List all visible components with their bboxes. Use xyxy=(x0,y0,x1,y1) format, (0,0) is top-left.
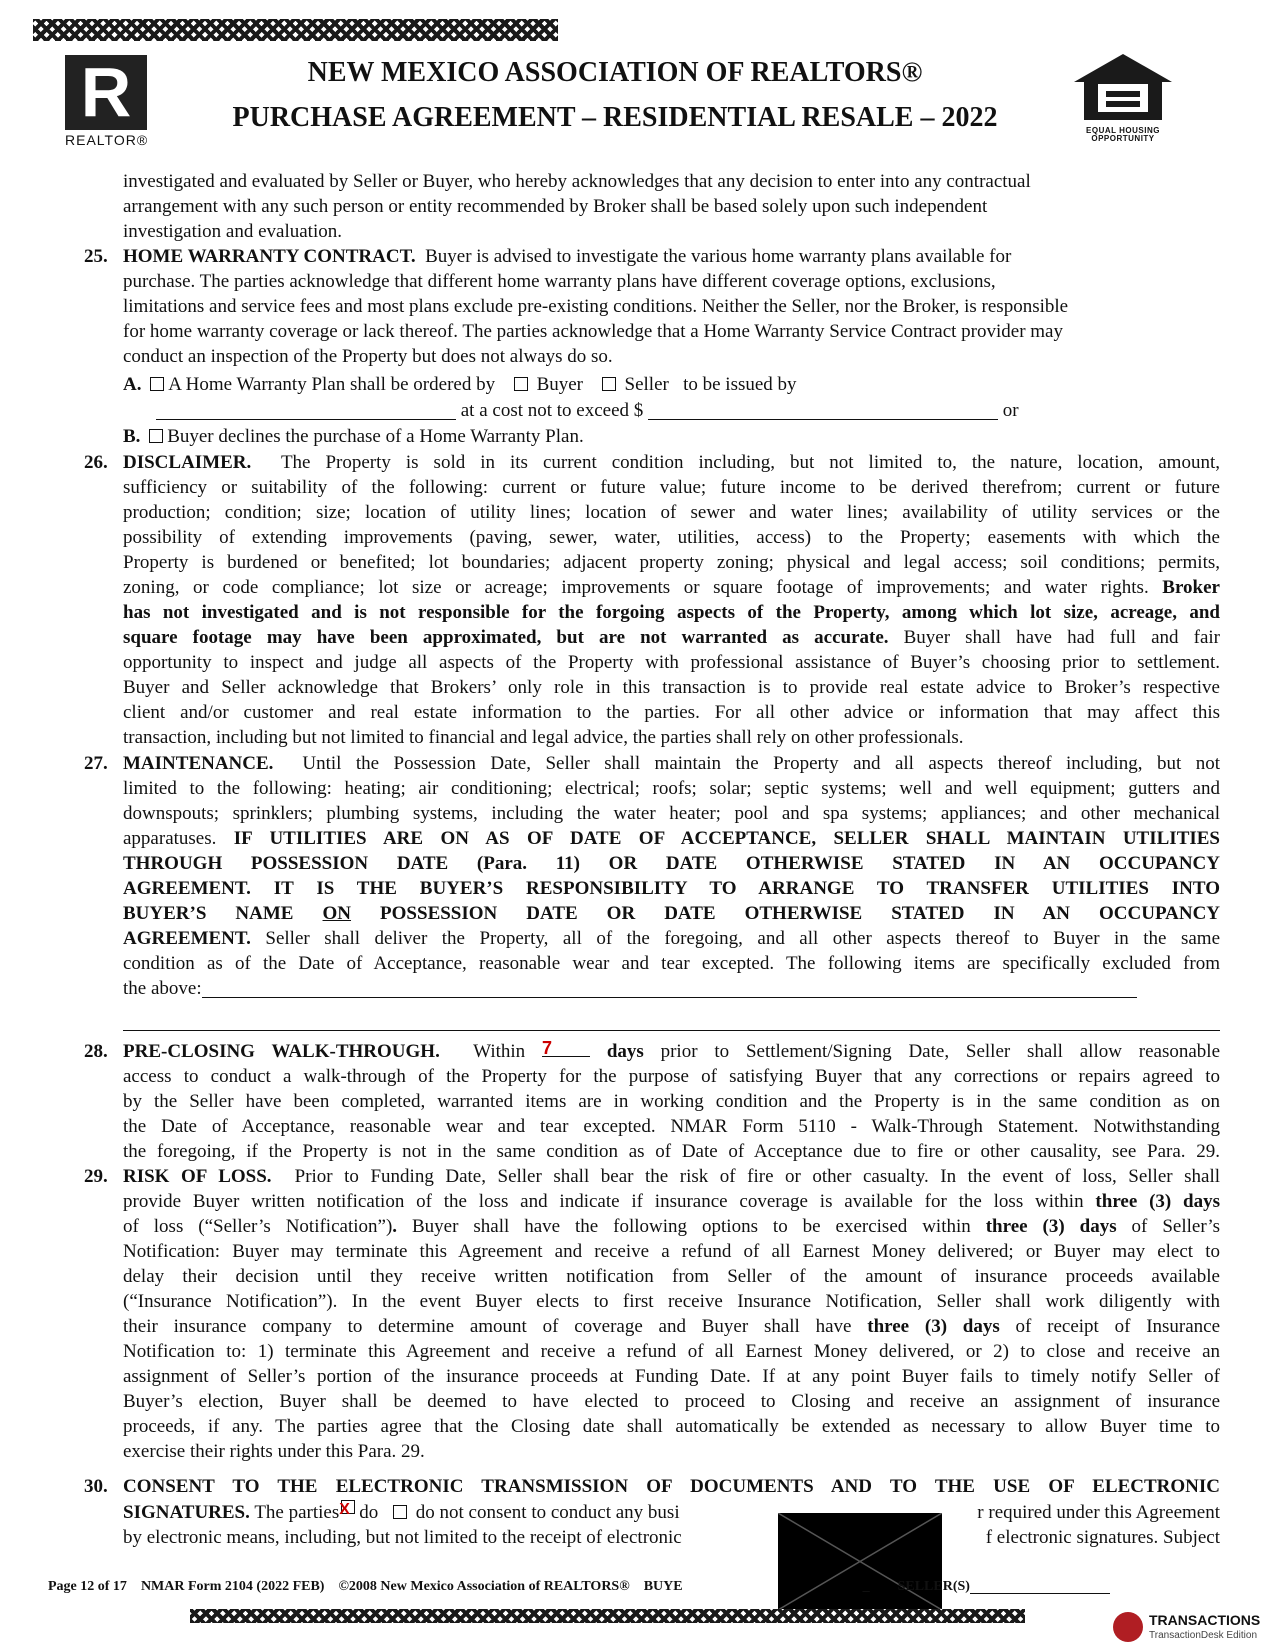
option-text: Buyer declines the purchase of a Home Warranty Plan. xyxy=(167,426,584,447)
consent-line xyxy=(123,1500,773,1525)
paragraph-text: The parties xyxy=(254,1502,340,1523)
paragraph-line xyxy=(123,625,1220,650)
redaction-box xyxy=(778,1513,942,1610)
paragraph-line: Notification to: 1) terminate this Agreement and receive a refund of all Earnest Money delivered, or 2) to close and receive an xyxy=(123,1341,1220,1362)
paragraph-text: do not consent to conduct any busi xyxy=(415,1502,680,1523)
paragraph-line: client and/or customer and real estate information to the parties. For all other advice or information that may affect this xyxy=(123,702,1220,723)
paragraph-text: Prior to Funding Date, Seller shall bear the risk of fire or other casualty. In the event of loss, Seller shall xyxy=(294,1166,1220,1187)
paragraph-line: the foregoing, if the Property is not in the same condition as of Date of Acceptance due to fire or other causality, see Para. 29. xyxy=(123,1141,1220,1162)
buyer-initials-label: BUYE xyxy=(643,1579,683,1594)
paragraph-text: of receipt of Insurance xyxy=(1015,1316,1221,1337)
paragraph-line: Property is burdened or benefited; lot boundaries; adjacent property zoning; physical and legal access; soil conditions; permits, xyxy=(123,552,1220,573)
paragraph-bold-text: ON xyxy=(322,903,352,924)
section-27-line xyxy=(123,751,1220,776)
paragraph-bold-text: . xyxy=(392,1216,398,1237)
warranty-option-b xyxy=(123,424,1220,449)
paragraph-line: Buyer’s election, Buyer shall be deemed to have elected to proceed to Closing and receive an assignment of insurance xyxy=(123,1391,1220,1412)
option-text: at a cost not to exceed $ xyxy=(460,400,644,421)
paragraph-line: sufficiency or suitability of the following: current or future value; future income to be derived therefrom; current or future xyxy=(123,477,1220,498)
check-mark-icon: X xyxy=(339,1501,350,1518)
section-number: 30. xyxy=(84,1476,108,1497)
paragraph-line: limitations and service fees and most plans exclude pre-existing conditions. Neither the Seller, nor the Broker, is responsible xyxy=(123,296,1069,317)
paragraph-line-end: f electronic signatures. Subject xyxy=(985,1527,1220,1548)
realtor-logo-mark: R xyxy=(65,55,147,130)
paragraph-text: Buyer shall have had full and fair xyxy=(903,627,1220,648)
paragraph-line: (“Insurance Notification”). In the event Buyer elects to first receive Insurance Notification, Seller shall work diligently with xyxy=(123,1291,1220,1312)
form-title: PURCHASE AGREEMENT – RESIDENTIAL RESALE – 2022 xyxy=(232,102,998,133)
redaction-cross-icon xyxy=(778,1513,942,1610)
warranty-cost-field[interactable] xyxy=(648,401,998,420)
paragraph-line: by the Seller have been completed, warranted items are in working condition and the Property is in the same condition as on xyxy=(123,1091,1220,1112)
consent-do-not-checkbox[interactable] xyxy=(393,1505,407,1519)
paragraph-line: downspouts; sprinklers; plumbing systems, including the water heater; pool and spa systems; appliances; and other mechanical xyxy=(123,803,1220,824)
paragraph-text: Within xyxy=(473,1041,526,1062)
consent-do-checkbox[interactable] xyxy=(339,1500,355,1518)
paragraph-line: possibility of extending improvements (paving, sewer, water, utilities, access) to the Property; easements with which the xyxy=(123,527,1220,548)
paragraph-text: the above: xyxy=(123,978,202,999)
option-text: or xyxy=(1002,400,1019,421)
paragraph-text: their insurance company to determine amount of coverage and Buyer shall have xyxy=(123,1316,852,1337)
realtor-logo-word: REALTOR® xyxy=(65,132,149,148)
paragraph-line xyxy=(123,926,1220,951)
paragraph-line: Notification: Buyer may terminate this Agreement and receive a refund of all Earnest Money delivered; or Buyer may elect to xyxy=(123,1241,1220,1262)
continuation-line: investigation and evaluation. xyxy=(123,221,342,242)
paragraph-line xyxy=(123,1314,1220,1339)
paragraph-line: conduct an inspection of the Property but does not always do so. xyxy=(123,346,613,367)
association-title: NEW MEXICO ASSOCIATION OF REALTORS® xyxy=(307,57,923,88)
paragraph-text: apparatuses. xyxy=(123,828,217,849)
excluded-items-line xyxy=(123,976,1220,1001)
paragraph-line: access to conduct a walk-through of the Property for the purpose of satisfying Buyer that any corrections or repairs agreed to xyxy=(123,1066,1220,1087)
paragraph-line: transaction, including but not limited to financial and legal advice, the parties shall rely on other professionals. xyxy=(123,727,964,748)
section-number: 26. xyxy=(84,452,108,473)
section-heading: PRE-CLOSING WALK-THROUGH. xyxy=(123,1041,440,1062)
section-28-line xyxy=(123,1039,1220,1064)
section-number: 28. xyxy=(84,1041,108,1062)
paragraph-line: production; condition; size; location of utility lines; location of sewer and water lines; availability of utility services or the xyxy=(123,502,1220,523)
paragraph-line: limited to the following: heating; air conditioning; electrical; roofs; solar; septic systems; well and well equipment; gutters and xyxy=(123,778,1220,799)
paragraph-text: Buyer shall have the following options to be exercised within xyxy=(397,1216,971,1237)
paragraph-text: The Property is sold in its current condition including, but not limited to, the nature, location, amount, xyxy=(280,452,1220,473)
paragraph-line: purchase. The parties acknowledge that different home warranty plans have different coverage options, exclusions, xyxy=(123,271,996,292)
paragraph-line xyxy=(123,1189,1220,1214)
transactions-subtitle: TransactionDesk Edition xyxy=(1149,1630,1258,1641)
paragraph-text: of Seller’s xyxy=(1131,1216,1221,1237)
seller-initials-field[interactable] xyxy=(970,1581,1110,1594)
warranty-plan-checkbox[interactable] xyxy=(150,377,164,391)
paragraph-bold-text: days xyxy=(606,1041,644,1062)
decline-warranty-checkbox[interactable] xyxy=(149,429,163,443)
consent-line-end: r required under this Agreement xyxy=(977,1502,1220,1523)
copyright: ©2008 New Mexico Association of REALTORS® xyxy=(338,1579,630,1594)
paragraph-line: has not investigated and is not responsible for the forgoing aspects of the Property, among which lot size, acreage, and xyxy=(123,602,1220,623)
paragraph-line: THROUGH POSSESSION DATE (Para. 11) OR DATE OTHERWISE STATED IN AN OCCUPANCY xyxy=(123,853,1220,874)
excluded-items-field[interactable] xyxy=(202,979,1137,998)
paragraph-line: AGREEMENT. IT IS THE BUYER’S RESPONSIBILITY TO ARRANGE TO TRANSFER UTILITIES INTO xyxy=(123,878,1220,899)
page-number: Page 12 of 17 xyxy=(48,1579,127,1594)
paragraph-text: zoning, or code compliance; lot size or acreage; improvements or square footage of improvements; and water rights. xyxy=(123,577,1149,598)
paragraph-line xyxy=(123,901,1220,926)
option-text: Seller xyxy=(624,374,669,395)
section-25-line xyxy=(123,244,1220,269)
paragraph-bold-text: three (3) days xyxy=(985,1216,1117,1237)
paragraph-text: provide Buyer written notification of the loss and indicate if insurance coverage is available for the loss within xyxy=(123,1191,1084,1212)
paragraph-bold-text: Broker xyxy=(1162,577,1220,598)
walkthrough-days-field[interactable]: 7 xyxy=(542,1040,590,1057)
option-label: B. xyxy=(123,426,141,447)
warranty-option-a xyxy=(123,372,1220,397)
paragraph-line: delay their decision until they receive written notification from Seller of the amount of insurance proceeds available xyxy=(123,1266,1220,1287)
section-number: 27. xyxy=(84,753,108,774)
paragraph-line: assignment of Seller’s portion of the insurance proceeds at Funding Date. If at any point Buyer fails to timely notify Seller of xyxy=(123,1366,1220,1387)
paragraph-bold-text: POSSESSION DATE OR DATE OTHERWISE STATED IN AN OCCUPANCY xyxy=(380,903,1221,924)
option-label: A. xyxy=(123,374,142,395)
paragraph-line xyxy=(123,826,1220,851)
section-heading: MAINTENANCE. xyxy=(123,753,274,774)
buyer-orders-checkbox[interactable] xyxy=(514,377,528,391)
paragraph-line: for home warranty coverage or lack thereof. The parties acknowledge that a Home Warranty Service Contract provider may xyxy=(123,321,1063,342)
form-id: NMAR Form 2104 (2022 FEB) xyxy=(140,1579,325,1594)
paragraph-line: opportunity to inspect and judge all aspects of the Property with professional assistance of Buyer’s choosing prior to settlement. xyxy=(123,652,1220,673)
paragraph-line: condition as of the Date of Acceptance, reasonable wear and tear excepted. The following items are specifically excluded from xyxy=(123,953,1220,974)
transactions-name: TRANSACTIONS xyxy=(1149,1612,1261,1628)
paragraph-bold-text: AGREEMENT. xyxy=(123,928,251,949)
eho-caption-1: EQUAL HOUSING xyxy=(1086,126,1160,135)
paragraph-line xyxy=(123,1214,1220,1239)
buyer-initials-field[interactable]: _ xyxy=(862,1579,870,1594)
transactions-mark-icon xyxy=(1113,1612,1143,1642)
paragraph-line: the Date of Acceptance, reasonable wear and tear excepted. NMAR Form 5110 - Walk-Through Statement. Notwithstanding xyxy=(123,1116,1220,1137)
paragraph-line: proceeds, if any. The parties agree that the Closing date shall automatically be extended as necessary to allow Buyer time to xyxy=(123,1416,1220,1437)
section-26-line xyxy=(123,450,1220,475)
continuation-line: arrangement with any such person or entity recommended by Broker shall be based solely upon such independent xyxy=(123,196,988,217)
section-number: 29. xyxy=(84,1166,108,1187)
paragraph-text: of loss (“Seller’s Notification”) xyxy=(123,1216,393,1237)
seller-initials-label: SELLER(S) xyxy=(897,1579,970,1594)
section-29-line xyxy=(123,1164,1220,1189)
option-text: Buyer xyxy=(536,374,584,395)
continuation-line: investigated and evaluated by Seller or Buyer, who hereby acknowledges that any decision to enter into any contractual xyxy=(123,171,1031,192)
header-hatch-bar xyxy=(33,19,558,41)
paragraph-bold-text: three (3) days xyxy=(867,1316,1000,1337)
paragraph-text: Until the Possession Date, Seller shall maintain the Property and all aspects thereof including, but not xyxy=(302,753,1220,774)
paragraph-bold-text: square footage may have been approximated, but are not warranted as accurate. xyxy=(123,627,889,648)
realtor-logo xyxy=(65,53,153,148)
paragraph-text: Buyer is advised to investigate the various home warranty plans available for xyxy=(425,246,1012,267)
paragraph-text: do xyxy=(359,1502,379,1523)
section-heading: SIGNATURES. xyxy=(123,1502,250,1523)
paragraph-bold-text: IF UTILITIES ARE ON AS OF DATE OF ACCEPTANCE, SELLER SHALL MAINTAIN UTILITIES xyxy=(233,828,1220,849)
section-number: 25. xyxy=(84,246,108,267)
section-heading: RISK OF LOSS. xyxy=(123,1166,272,1187)
paragraph-text: prior to Settlement/Signing Date, Seller shall allow reasonable xyxy=(660,1041,1221,1062)
house-icon xyxy=(1072,52,1174,122)
paragraph-line: by electronic means, including, but not limited to the receipt of electronic xyxy=(123,1527,682,1548)
section-heading: HOME WARRANTY CONTRACT. xyxy=(123,246,416,267)
paragraph-bold-text: BUYER’S NAME xyxy=(123,903,294,924)
warranty-issuer-field[interactable] xyxy=(156,401,456,420)
option-text: to be issued by xyxy=(683,374,797,395)
warranty-cost-line xyxy=(156,398,1156,423)
footer-hatch-bar xyxy=(190,1609,1025,1623)
option-text: A Home Warranty Plan shall be ordered by xyxy=(168,374,496,395)
paragraph-line: Buyer and Seller acknowledge that Brokers’ only role in this transaction is to provide real estate advice to Broker’s respective xyxy=(123,677,1220,698)
paragraph-text: Seller shall deliver the Property, all of the foregoing, and all other aspects thereof to Buyer in the same xyxy=(265,928,1221,949)
paragraph-line: exercise their rights under this Para. 29. xyxy=(123,1441,425,1462)
section-30-heading: CONSENT TO THE ELECTRONIC TRANSMISSION OF DOCUMENTS AND TO THE USE OF ELECTRONIC xyxy=(123,1476,1220,1497)
eho-caption-2: OPPORTUNITY xyxy=(1091,134,1155,143)
seller-orders-checkbox[interactable] xyxy=(602,377,616,391)
excluded-items-field-2[interactable] xyxy=(123,1030,1220,1031)
paragraph-bold-text: three (3) days xyxy=(1095,1191,1221,1212)
paragraph-line xyxy=(123,575,1220,600)
page-footer xyxy=(48,1579,1110,1595)
section-heading: DISCLAIMER. xyxy=(123,452,252,473)
transactions-logo xyxy=(1113,1610,1275,1649)
equal-housing-logo xyxy=(1072,52,1174,142)
